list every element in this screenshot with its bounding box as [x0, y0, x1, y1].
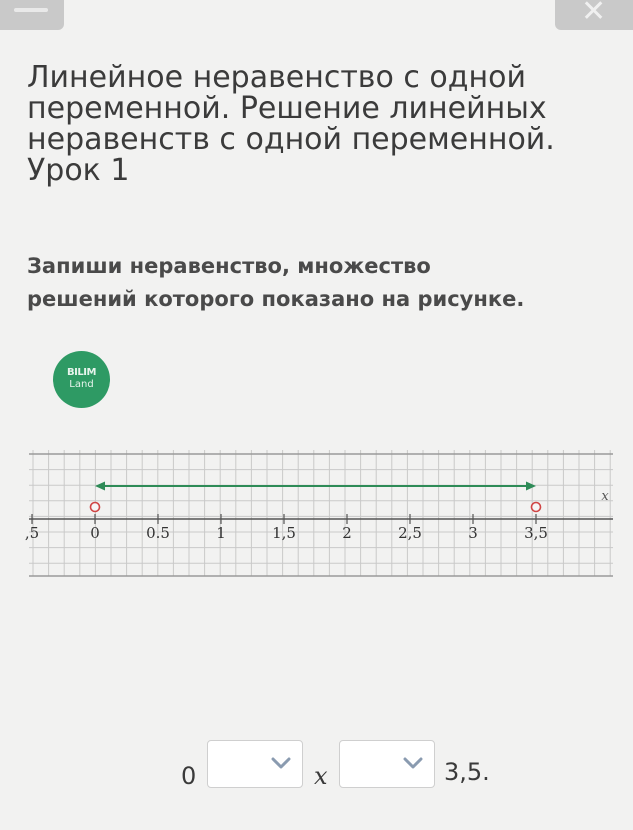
answer-right-value: 3,5.	[444, 758, 490, 786]
number-line-figure	[24, 442, 613, 584]
open-point	[91, 503, 100, 512]
answer-variable: x	[314, 762, 328, 790]
tick-label: 3,5	[524, 524, 548, 542]
grid	[29, 450, 613, 576]
logo-line2: Land	[69, 379, 94, 390]
tick-label: ,5	[24, 524, 40, 542]
number-line-svg	[24, 442, 613, 584]
answer-row	[0, 740, 633, 800]
open-point	[532, 503, 541, 512]
menu-icon	[14, 8, 48, 12]
tick-label: 3	[468, 524, 478, 542]
tick-label: 1	[216, 524, 226, 542]
task-text: Запиши неравенство, множество решений которого показано на рисунке.	[27, 254, 525, 311]
close-icon: ✕	[581, 0, 607, 29]
chevron-down-icon	[402, 755, 424, 771]
lesson-title: Линейное неравенство с одной переменной. Решение линейных неравенств с одной переменной. Урок 1	[27, 60, 555, 188]
tick-label: 1,5	[272, 524, 296, 542]
tick-label: 2,5	[398, 524, 422, 542]
answer-left-value: 0	[181, 762, 197, 790]
interval-arrow-left	[95, 482, 105, 491]
interval-arrow-right	[526, 482, 536, 491]
close-button[interactable]	[555, 0, 633, 30]
axis-variable-label: x	[601, 489, 609, 504]
tick-label: 2	[342, 524, 352, 542]
top-bar	[0, 0, 633, 32]
relation-dropdown-1[interactable]	[207, 740, 303, 788]
menu-button[interactable]	[0, 0, 64, 30]
tick-label: 0.5	[146, 524, 170, 542]
relation-dropdown-2[interactable]	[339, 740, 435, 788]
logo-line1: BILIM	[67, 367, 96, 378]
bilimland-logo	[53, 351, 110, 408]
tick-label: 0	[90, 524, 100, 542]
chevron-down-icon	[270, 755, 292, 771]
